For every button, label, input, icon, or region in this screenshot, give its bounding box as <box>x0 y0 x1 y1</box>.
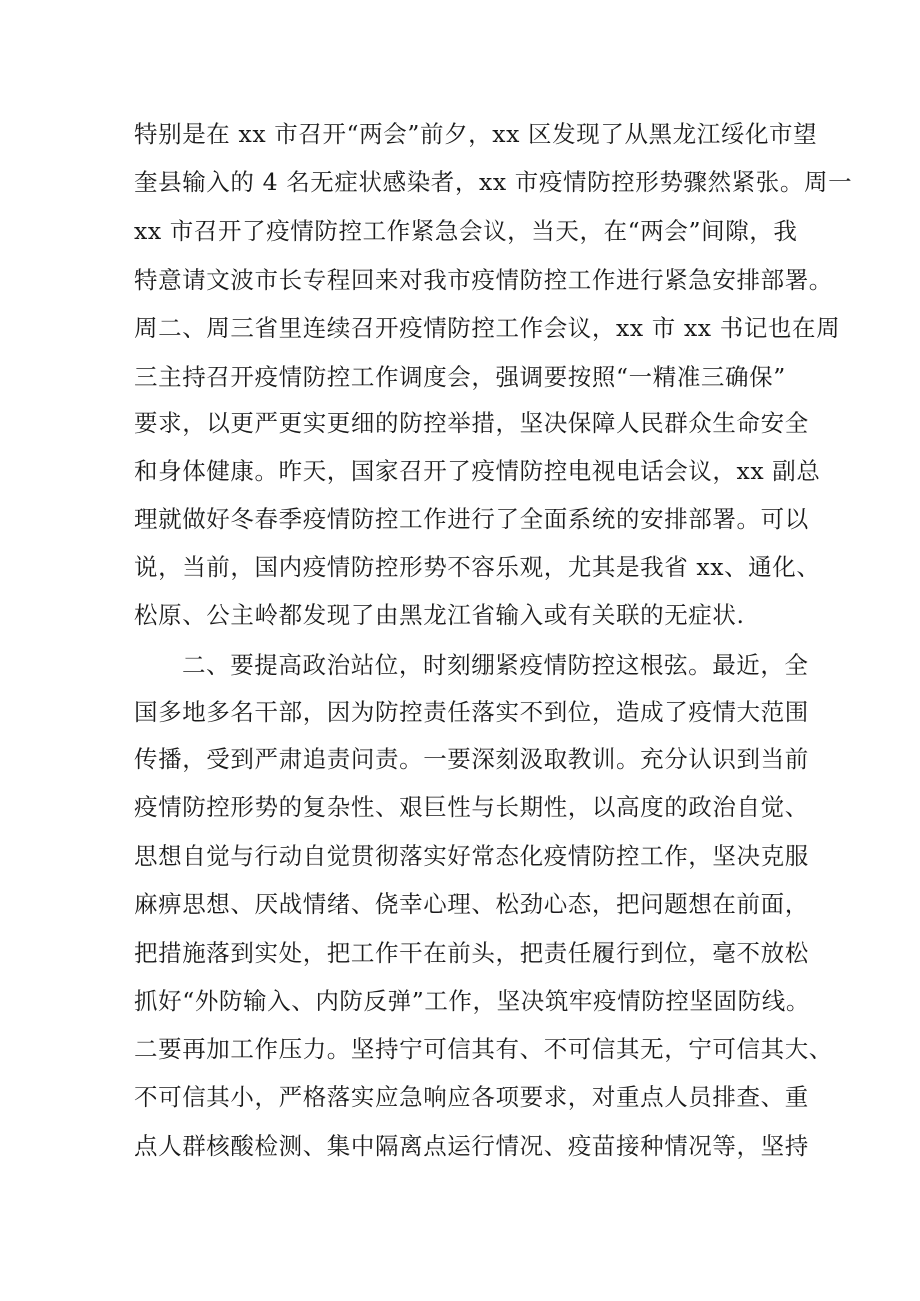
paragraph-heading-line: 二、要提高政治站位，时刻绷紧疫情防控这根弦。最近，全 <box>182 651 809 679</box>
text-line: 抓好“外防输入、内防反弹”工作，坚决筑牢疫情防控坚固防线。 <box>134 987 810 1015</box>
text-line: 不可信其小，严格落实应急响应各项要求，对重点人员排查、重 <box>134 1083 809 1111</box>
text-line: 二要再加工作压力。坚持宁可信其有、不可信其无，宁可信其大、 <box>134 1035 833 1063</box>
text-line: 传播，受到严肃追责问责。一要深刻汲取教训。充分认识到当前 <box>134 745 809 773</box>
text-line: 说，当前，国内疫情防控形势不容乐观，尤其是我省 xx、通化、 <box>134 553 821 581</box>
text-line: 国多地多名干部，因为防控责任落实不到位，造成了疫情大范围 <box>134 698 809 726</box>
text-line: 松原、公主岭都发现了由黑龙江省输入或有关联的无症状. <box>134 601 745 629</box>
text-line: 麻痹思想、厌战情绪、侥幸心理、松劲心态，把问题想在前面， <box>134 890 809 918</box>
text-line: 要求，以更严更实更细的防控举措，坚决保障人民群众生命安全 <box>134 409 809 437</box>
text-line: 疫情防控形势的复杂性、艰巨性与长期性，以高度的政治自觉、 <box>134 793 809 821</box>
text-line: 点人群核酸检测、集中隔离点运行情况、疫苗接种情况等，坚持 <box>134 1132 809 1160</box>
text-line: 特别是在 xx 市召开“两会”前夕，xx 区发现了从黑龙江绥化市望 <box>134 120 818 148</box>
text-line: xx 市召开了疫情防控工作紧急会议，当天，在“两会”间隙，我 <box>134 217 798 245</box>
text-line: 奎县输入的 4 名无症状感染者，xx 市疫情防控形势骤然紧张。周一 <box>134 168 853 196</box>
text-line: 和身体健康。昨天，国家召开了疫情防控电视电话会议，xx 副总 <box>134 457 821 485</box>
text-line: 周二、周三省里连续召开疫情防控工作会议，xx 市 xx 书记也在周 <box>134 314 841 342</box>
text-line: 三主持召开疫情防控工作调度会，强调要按照“一精准三确保” <box>134 363 786 391</box>
text-line: 思想自觉与行动自觉贯彻落实好常态化疫情防控工作，坚决克服 <box>134 842 809 870</box>
text-line: 特意请文波市长专程回来对我市疫情防控工作进行紧急安排部署。 <box>134 266 833 294</box>
text-line: 理就做好冬春季疫情防控工作进行了全面系统的安排部署。可以 <box>134 505 809 533</box>
text-line: 把措施落到实处，把工作干在前头，把责任履行到位，毫不放松 <box>134 939 809 967</box>
